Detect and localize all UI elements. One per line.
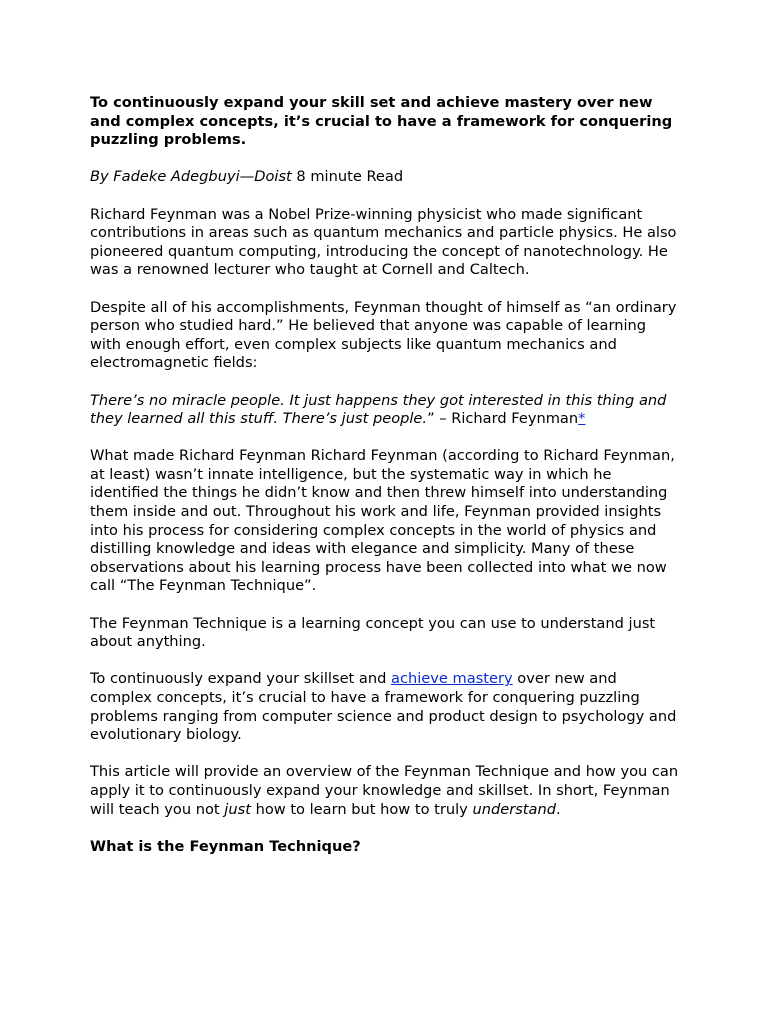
paragraph-3: What made Richard Feynman Richard Feynman (according to Richard Feynman, at least) wasn’t innate intelligence, but the systematic way in which he identified the things he didn’t know and then threw himself into understanding them inside and out. Throughout his work and life, Feynman provided insights into his process for considering complex concepts in the world of physics and distilling knowledge and ideas with elegance and simplicity. Many of these observations about his learning process have been collected into what we now call “The Feynman Technique”. [90,447,675,595]
paragraph-6 [90,763,680,819]
byline [90,168,680,187]
section-heading: What is the Feynman Technique? [90,837,361,855]
byline-author: By Fadeke Adegbuyi—Doist [90,168,292,186]
paragraph-4: The Feynman Technique is a learning concept you can use to understand just about anything. [90,614,656,651]
paragraph-6-part2: how to learn but how to truly [250,800,473,818]
byline-read-time: 8 minute Read [291,168,404,186]
paragraph-6-part3: . [555,800,561,818]
feynman-quote [90,392,680,429]
footnote-link[interactable]: * [578,410,586,428]
paragraph-6-part1: This article will provide an overview of the Feynman Technique and how you can apply it to continuously expand your knowledge and skillset. In short, Feynman will teach you not [90,763,679,818]
paragraph-5 [90,670,680,744]
quote-attribution: ” – Richard Feynman [427,410,579,428]
paragraph-5-after: over new and complex concepts, it’s crucial to have a framework for conquering puzzling problems ranging from computer science and product design to psychology and evolutionary biology. [90,670,677,744]
paragraph-6-em-understand: understand [472,800,556,818]
paragraph-1: Richard Feynman was a Nobel Prize-winning physicist who made significant contributions in areas such as quantum mechanics and particle physics. He also pioneered quantum computing, introducing the concept of nanotechnology. He was a renowned lecturer who taught at Cornell and Caltech. [90,205,677,279]
article-body [90,94,680,875]
paragraph-2: Despite all of his accomplishments, Feynman thought of himself as “an ordinary person who studied hard.” He believed that anyone was capable of learning with enough effort, even complex subjects like quantum mechanics and electromagnetic fields: [90,298,677,372]
quote-text: There’s no miracle people. It just happens they got interested in this thing and they learned all this stuff. There’s just people. [90,391,667,428]
paragraph-6-em-just: just [224,800,251,818]
intro-heading: To continuously expand your skill set and achieve mastery over new and complex concepts, it’s crucial to have a framework for conquering puzzling problems. [90,94,673,149]
achieve-mastery-link[interactable]: achieve mastery [391,670,513,688]
paragraph-5-before: To continuously expand your skillset and [90,670,392,688]
